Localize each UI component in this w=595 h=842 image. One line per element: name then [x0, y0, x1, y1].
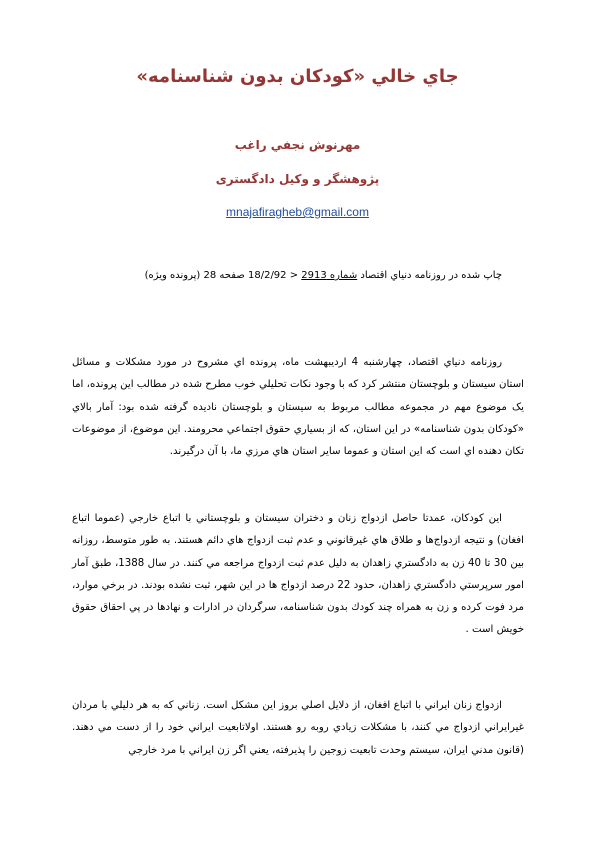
body-paragraph-1: روزنامه دنیاي اقتصاد، چهارشنبه 4 ارديبهشت ماه، پرونده اي مشروح در مورد مشکلات و مسائل استان سیستان و بلوچستان منتشر كرد كه با وجود نكات تحليلي خوب مطرح شده در مطالب اين پرونده، اما یک موضوع مهم در مجموعه مطالب مربوط به سيستان و بلوچستان ناديده گرفته شده بود: آمار بالاي «كودكان بدون شناسنامه» در اين استان، كه از بسياري حقوق اجتماعي محرومند. اين موضوع، از موضوعات تکان دهنده اي است که اين استان و عموما ساير استان هاي مرزي ما، با آن درگيرند. [72, 357, 524, 458]
body-paragraph-2: اين كودكان، عمدتا حاصل ازدواج زنان و دختران سيستان و بلوچستاني با اتباع خارجي (عموما اتباع افغان) و نتيجه ازدواج‌ها و طلاق هاي غيرقانوني و عدم ثبت ازدواج هاي دائم هستند. به طور متوسط، روزانه بين 30 تا 40 زن به دادگستري زاهدان به دليل عدم ثبت ازدواج مراجعه مي كنند. در سال 1388، طبق آمار امور سرپرستي دادگستري زاهدان، حدود 22 درصد ازدواج ها در اين شهر، ثبت نشده بودند. در برخي موارد، مرد فوت كرده و زن به همراه چند كودك بدون شناسنامه، سرگردان در ادارات و نهادها در پي احقاق حقوق خويش است . [72, 513, 524, 636]
source-prefix: چاپ شده در روزنامه دنیاي اقتصاد [357, 270, 502, 281]
document-title: جاي خالي «كودكان بدون شناسنامه» [136, 66, 459, 87]
source-suffix: < 18/2/92 صفحه 28 (پرونده ويژه) [144, 270, 302, 281]
source-issue-link[interactable]: شماره 2913 [301, 270, 358, 281]
author-role: پژوهشگر و وکیل دادگستری [215, 172, 380, 186]
author-name: مهرنوش نجفي راغب [234, 138, 361, 152]
publication-source-line [80, 270, 502, 281]
author-email-link[interactable]: mnajafiragheb@gmail.com [226, 205, 369, 219]
body-paragraph-3: ازدواج زنان ايراني با اتباع افغان، از دلايل اصلي بروز اين مشكل است. زناني كه به هر دليلي با مردان غيرايراني ازدواج مي كنند، با مشكلات زيادي روبه رو هستند. اولاتابعيت ايراني خود را از دست مي دهند. (قانون مدني ايران، سيستم وحدت تابعيت زوجين را پذيرفته، يعني اگر زن ايراني با مرد خارجي [72, 700, 524, 756]
